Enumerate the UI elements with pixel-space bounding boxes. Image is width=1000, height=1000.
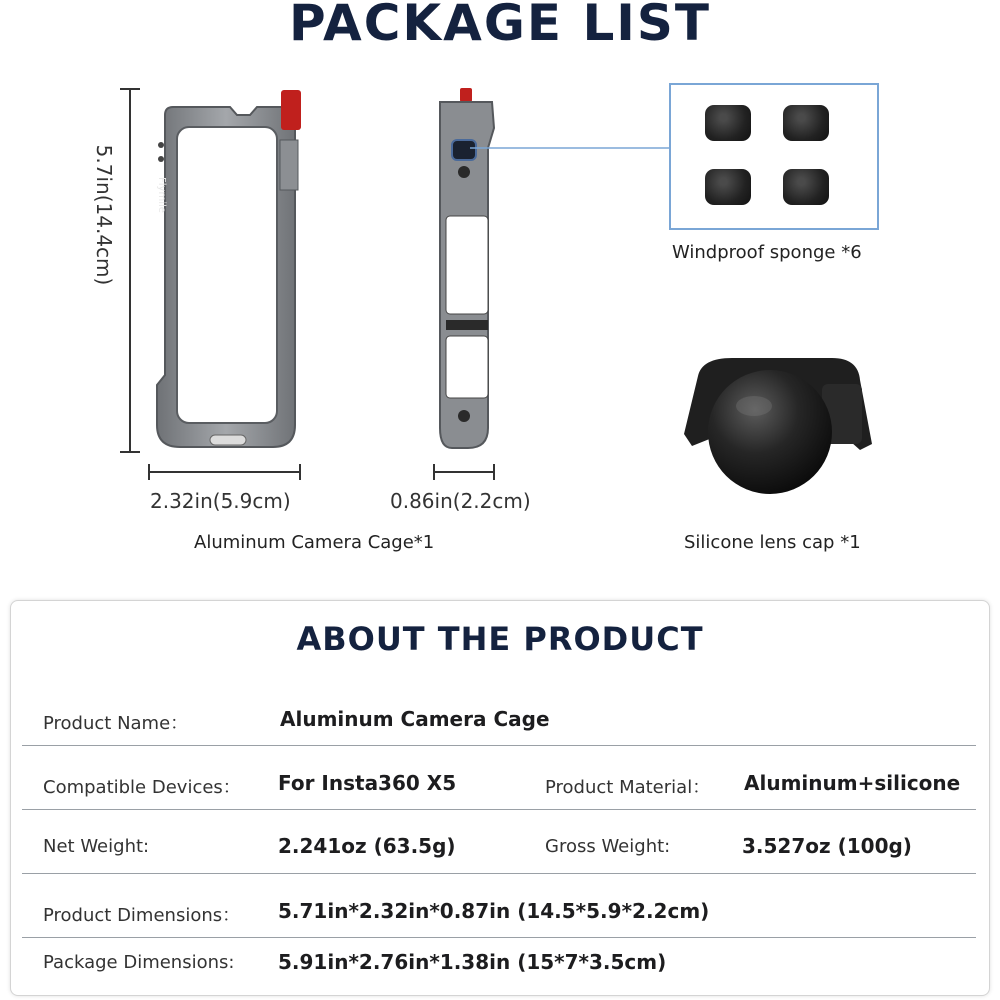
sponge-caption: Windproof sponge *6	[672, 242, 862, 263]
sponge-item	[783, 169, 829, 205]
page-title: PACKAGE LIST	[288, 0, 712, 52]
package-dimensions-label: Package Dimensions:	[43, 952, 235, 973]
product-dimensions-label: Product Dimensions：	[43, 905, 241, 926]
net-weight-label: Net Weight:	[43, 836, 150, 857]
gross-weight-label: Gross Weight:	[545, 836, 671, 857]
lens-cap-caption: Silicone lens cap *1	[684, 532, 861, 553]
product-material-label: Product Material：	[545, 777, 711, 798]
net-weight-value: 2.241oz (63.5g)	[278, 834, 456, 858]
sponge-item	[705, 105, 751, 141]
cage-caption: Aluminum Camera Cage*1	[194, 532, 435, 553]
sponge-image-box	[669, 83, 879, 230]
about-title: ABOUT THE PRODUCT	[296, 620, 704, 658]
width-dimension-line	[145, 462, 305, 482]
row-divider	[22, 809, 976, 810]
cage-side-image	[432, 88, 502, 454]
sponge-item	[783, 105, 829, 141]
compatible-devices-label: Compatible Devices：	[43, 777, 241, 798]
product-name-label: Product Name：	[43, 713, 189, 734]
product-material-value: Aluminum+silicone	[744, 771, 961, 795]
row-divider	[22, 937, 976, 938]
height-dimension-label: 5.7in(14.4cm)	[92, 144, 116, 286]
brand-mark: Flymile	[156, 177, 167, 213]
row-divider	[22, 745, 976, 746]
product-name-value: Aluminum Camera Cage	[280, 707, 550, 731]
callout-line	[470, 145, 670, 153]
cage-front-image	[145, 85, 310, 455]
depth-dimension-label: 0.86in(2.2cm)	[390, 489, 531, 513]
gross-weight-value: 3.527oz (100g)	[742, 834, 912, 858]
package-dimensions-value: 5.91in*2.76in*1.38in (15*7*3.5cm)	[278, 950, 667, 974]
width-dimension-label: 2.32in(5.9cm)	[150, 489, 291, 513]
row-divider	[22, 873, 976, 874]
compatible-devices-value: For Insta360 X5	[278, 771, 457, 795]
product-dimensions-value: 5.71in*2.32in*0.87in (14.5*5.9*2.2cm)	[278, 899, 710, 923]
lens-cap-image	[682, 354, 876, 496]
depth-dimension-line	[430, 462, 500, 482]
sponge-item	[705, 169, 751, 205]
